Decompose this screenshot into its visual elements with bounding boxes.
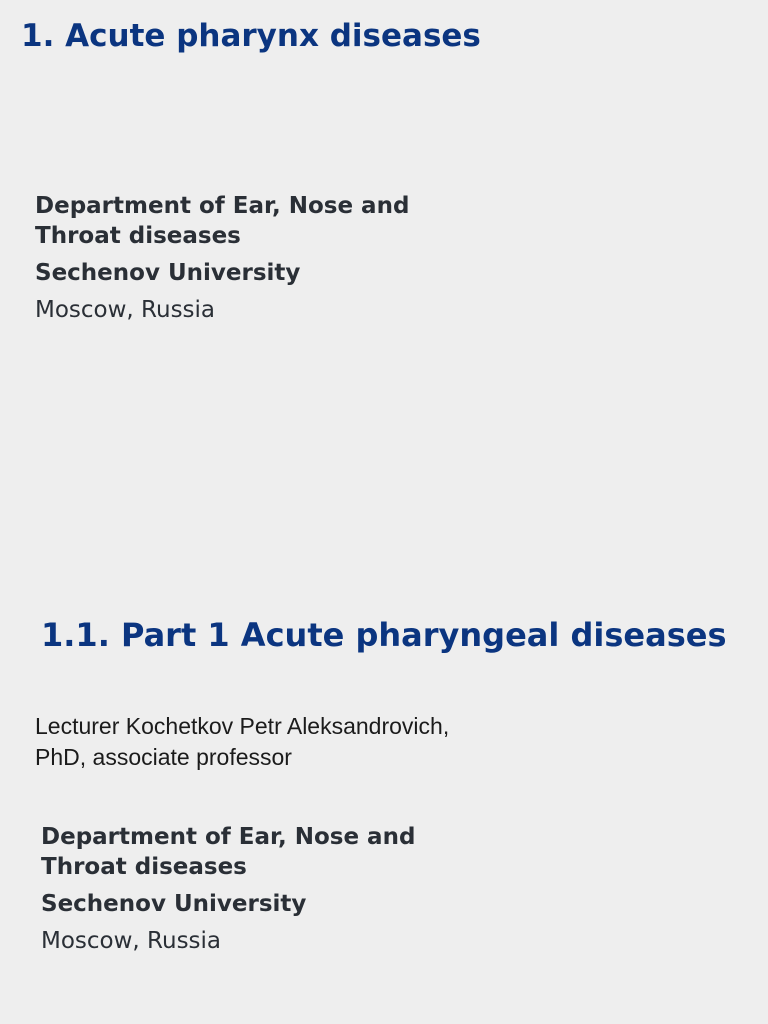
department-name: Department of Ear, Nose and Throat diseases	[35, 193, 410, 249]
section-title: 1. Acute pharynx diseases	[21, 18, 481, 54]
affiliation-block	[35, 191, 475, 325]
subsection-title: 1.1. Part 1 Acute pharyngeal diseases	[41, 616, 727, 654]
location: Moscow, Russia	[41, 928, 222, 954]
university-name: Sechenov University	[41, 891, 307, 917]
university-name: Sechenov University	[35, 260, 301, 286]
department-name: Department of Ear, Nose and Throat diseases	[41, 824, 416, 880]
location: Moscow, Russia	[35, 297, 216, 323]
lecturer-info	[35, 711, 555, 773]
lecturer-title: PhD, associate professor	[35, 744, 292, 770]
lecturer-name: Lecturer Kochetkov Petr Aleksandrovich,	[35, 713, 450, 739]
affiliation-block	[41, 822, 481, 956]
